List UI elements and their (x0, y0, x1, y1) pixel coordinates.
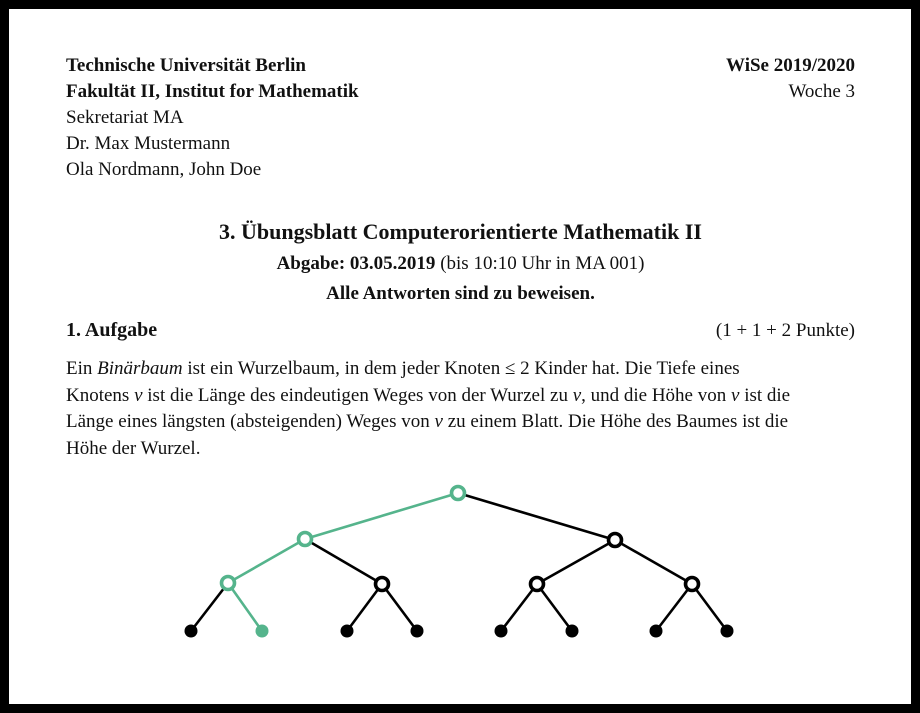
header-lecturer: Dr. Max Mustermann (66, 133, 231, 154)
deadline-details: (bis 10:10 Uhr in MA 001) (435, 253, 645, 274)
math-var-v: v (572, 384, 582, 406)
header-semester: WiSe 2019/2020 (726, 55, 855, 76)
text-segment: Höhe der Wurzel. (66, 437, 201, 459)
tree-node-leaf1 (256, 625, 269, 638)
tree-node-root (452, 487, 465, 500)
tree-node-leaf5 (566, 625, 579, 638)
tree-node-leaf0 (185, 625, 198, 638)
tree-edge-rr-leaf6 (656, 584, 692, 631)
tree-edge-lr-leaf3 (382, 584, 417, 631)
tree-node-leaf6 (650, 625, 663, 638)
tree-edge-l-ll (228, 539, 305, 583)
tree-edge-rl-leaf4 (501, 584, 537, 631)
math-var-v: v (434, 411, 443, 432)
tree-node-l (299, 533, 312, 546)
tree-node-leaf3 (411, 625, 424, 638)
task-label: 1. Aufgabe (66, 319, 158, 341)
proof-notice: Alle Antworten sind zu beweisen. (326, 283, 595, 304)
math-var-v: v (134, 384, 143, 406)
paragraph-line (66, 409, 855, 436)
tree-node-leaf7 (721, 625, 734, 638)
term-binaerbaum: Binärbaum (97, 358, 183, 379)
tree-node-rr (686, 578, 699, 591)
text-segment: Länge eines längsten (absteigenden) Weges von (66, 411, 435, 432)
sheet-title: 3. Übungsblatt Computerorientierte Mathematik II (219, 219, 702, 244)
intro-paragraph (66, 356, 855, 462)
tree-edge-rl-leaf5 (537, 584, 572, 631)
paragraph-line (66, 356, 855, 383)
tree-edge-r-rr (615, 540, 692, 584)
paragraph-line (66, 383, 855, 410)
header-assistants: Ola Nordmann, John Doe (66, 159, 262, 180)
page-content (9, 9, 911, 462)
text-segment: , und die Höhe von (581, 384, 731, 406)
tree-node-leaf4 (495, 625, 508, 638)
tree-edge-ll-leaf0 (191, 583, 228, 631)
text-segment: zu einem Blatt. Die Höhe des Baumes ist die (442, 411, 789, 432)
tree-edge-l-lr (305, 539, 382, 584)
header-institution-block (66, 53, 359, 183)
text-segment: ist ein Wurzelbaum, in dem jeder Knoten ≤ 2 Kinder hat. Die Tiefe eines (182, 358, 740, 379)
tree-edge-root-r (458, 493, 615, 540)
page-header (66, 53, 855, 183)
text-segment: ist die (739, 384, 791, 406)
task-header-row (66, 317, 855, 344)
header-week: Woche 3 (788, 81, 855, 102)
tree-edge-ll-leaf1 (228, 583, 262, 631)
deadline-date: Abgabe: 03.05.2019 (276, 253, 436, 274)
tree-node-leaf2 (341, 625, 354, 638)
tree-edge-root-l (305, 493, 458, 539)
header-faculty: Fakultät II, Institut for Mathematik (66, 81, 359, 102)
header-secretariat: Sekretariat MA (66, 107, 184, 128)
tree-node-lr (376, 578, 389, 591)
text-segment: Knotens (66, 384, 135, 406)
header-semester-block (726, 53, 855, 183)
text-segment: ist die Länge des eindeutigen Weges von der Wurzel zu (142, 384, 573, 406)
tree-edge-lr-leaf2 (347, 584, 382, 631)
tree-node-rl (531, 578, 544, 591)
tree-edge-rr-leaf7 (692, 584, 727, 631)
tree-node-r (609, 534, 622, 547)
tree-node-ll (222, 577, 235, 590)
header-university: Technische Universität Berlin (66, 55, 306, 76)
task-points: (1 + 1 + 2 Punkte) (715, 320, 855, 341)
deadline-line (66, 251, 855, 277)
paragraph-line (66, 436, 855, 463)
math-var-v: v (731, 384, 740, 406)
tree-edge-r-rl (537, 540, 615, 584)
text-segment: Ein (66, 358, 98, 379)
